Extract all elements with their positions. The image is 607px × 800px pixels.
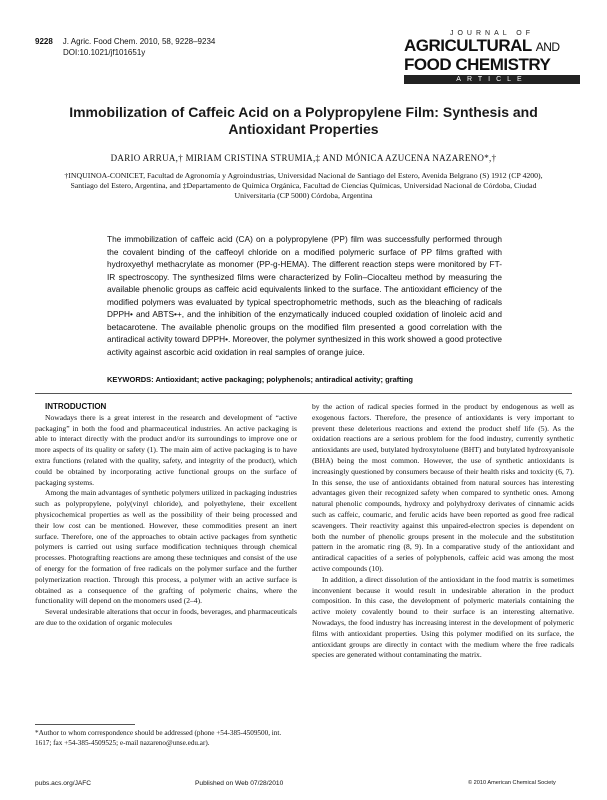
paragraph: Nowadays there is a great interest in the research and development of “active packaging” in both the food and pharmaceutical industries. An active packaging is able to interact directly with the product and/or its surroundings to improve one or more aspects of its quality or safety (1). The main aim of active packaging is to have extra functions (related with the quality, safety, and integrity of the product), which could be obtained by incorporating active functional groups on the surface of packaging systems. [35, 412, 297, 487]
running-header [35, 36, 215, 58]
logo-article-bar: ARTICLE [404, 75, 580, 84]
body-column-right [312, 402, 574, 661]
footer-published: Published on Web 07/28/2010 [195, 780, 284, 787]
footer-url[interactable]: pubs.acs.org/JAFC [35, 780, 92, 787]
footnote-rule [35, 724, 135, 725]
abstract: The immobilization of caffeic acid (CA) on a polypropylene (PP) film was successfully performed through the covalent binding of the caffeoyl chloride on a modified polymeric surface of PP films grafted with hydroxyethyl methacrylate as monomer (PP-g-HEMA). The different reaction steps were monitored by FT-IR spectroscopy. The synthesized films were characterized by Folin–Ciocalteu method by measuring the available phenolic groups as caffeic acid equivalents linked to the surface. The antioxidant efficiency of the modified polymers was evaluated by typical spectrophometric methods, such as the bleaching of radicals DPPH• and ABTS•+, and the inhibition of the enzymatically induced coupled oxidation of linoleic acid and betacarotene. The available phenolic groups on the modified film presented a good correlation with the antiradical activity toward DPPH•. Moreover, the polymer synthesized in this work showed a good protective activity against ascorbic acid oxidation in real samples of orange juice. [107, 234, 502, 357]
correspondence-footnote: *Author to whom correspondence should be addressed (phone +54-385-4509500, int. 1617; fax +54-385-4509525; e-mail nazareno@unse.edu.ar). [35, 729, 282, 747]
logo-and: AND [535, 40, 560, 54]
body-column-left [35, 402, 297, 629]
keywords: KEYWORDS: Antioxidant; active packaging; polyphenols; antiradical activity; grafting [107, 375, 414, 384]
page-number: 9228 [35, 37, 53, 46]
journal-citation: J. Agric. Food Chem. 2010, 58, 9228–9234 [62, 37, 216, 46]
journal-logo [404, 30, 580, 84]
intro-heading: INTRODUCTION [45, 402, 107, 411]
section-divider [35, 393, 572, 394]
paragraph: Among the main advantages of synthetic polymers utilized in packaging industries such as polypropylene, poly(vinyl chloride), and polyethylene, their excellent physicochemical properties as well as the possibility of their being processed and their low cost can be mentioned. However, these commodities present an inert surface. Therefore, one of the approaches to obtain active packages from synthetic polymers is carried out using surface modification techniques through chemical processes. Photografting reactions are among these techniques and consist of the use of energy for the formation of free radicals on the polymer surface and the further polymerization reaction. Through this process, a polymer with an active surface is obtained as a consequence of the grafting of polymeric chains, where the functionality will depend on the monomers used (2–4). [35, 488, 297, 606]
paragraph: by the action of radical species formed in the product by endogenous as well as exogenous factors. Therefore, the presence of antioxidants is very important to prevent these deleterious reactions and extend the product shelf life (5). As the oxidation reactions are a serious problem for the food industry, currently synthetic antioxidants are used, butylated hydroxytoluene (BHT) and butylated hydroxyanisole (BHA) being the most common. However, the use of synthetic antioxidants is increasingly questioned by consumers because of their health risks and toxicity (6, 7). In this sense, the use of antioxidants obtained from natural sources has interesting advantages given their recognized safety when compared to synthetic ones. Among natural phenolic compounds, hydroxy and polyhydroxy derivates of cinnamic acids such as caffeic, coumaric, and ferulic acids have been reported as good free radical scavengers. Their reactivity against this unpaired-electron species is dependent on both the number of phenolic groups present in the molecule and the substitution pattern in the aromatic ring (8, 9). In a comparative study of the antioxidant and antiradical capacities of a series of polyphenols, caffeic acid was among the most active compounds (10). [312, 402, 574, 573]
author-list: DARIO ARRUA,† MIRIAM CRISTINA STRUMIA,‡ AND MÓNICA AZUCENA NAZARENO*,† [110, 153, 497, 163]
logo-journal-of: JOURNAL OF [449, 30, 535, 37]
paragraph: Several undesirable alterations that occur in foods, beverages, and pharmaceuticals are due to the oxidation of organic molecules [35, 607, 297, 627]
affiliations: †INQUINOA-CONICET, Facultad de Agronomía y Agroindustrias, Universidad Nacional de Santiago del Estero, Avenida Belgrano (S) 1912 (CP 4200), Santiago del Estero, Argentina, and ‡Departamento de Química Orgánica, Facultad de Ciencias Químicas, Universidad Nacional de Córdoba, Ciudad Universitaria (CP 5000) Córdoba, Argentina [64, 171, 543, 200]
doi: DOI:10.1021/jf101651y [63, 48, 146, 57]
logo-line1: AGRICULTURAL [404, 36, 532, 55]
paragraph: In addition, a direct dissolution of the antioxidant in the food matrix is sometimes inconvenient because it would result in undesirable alteration in the product composition. In this case, the development of polymeric materials containing the active moiety covalently bound to their surface is an interesting alternative. Nowadays, the food industry has increasing interest in the development of polymeric films with antioxidant properties. Using this polymer modified on its surface, the antioxidant groups are directly in contact with the medium where the free radicals species are generated without contaminating the matrix. [312, 574, 574, 660]
article-title: Immobilization of Caffeic Acid on a Polypropylene Film: Synthesis and Antioxidant Properties [69, 104, 538, 137]
logo-line2: FOOD CHEMISTRY [404, 55, 551, 74]
footer-copyright: © 2010 American Chemical Society [468, 780, 556, 786]
